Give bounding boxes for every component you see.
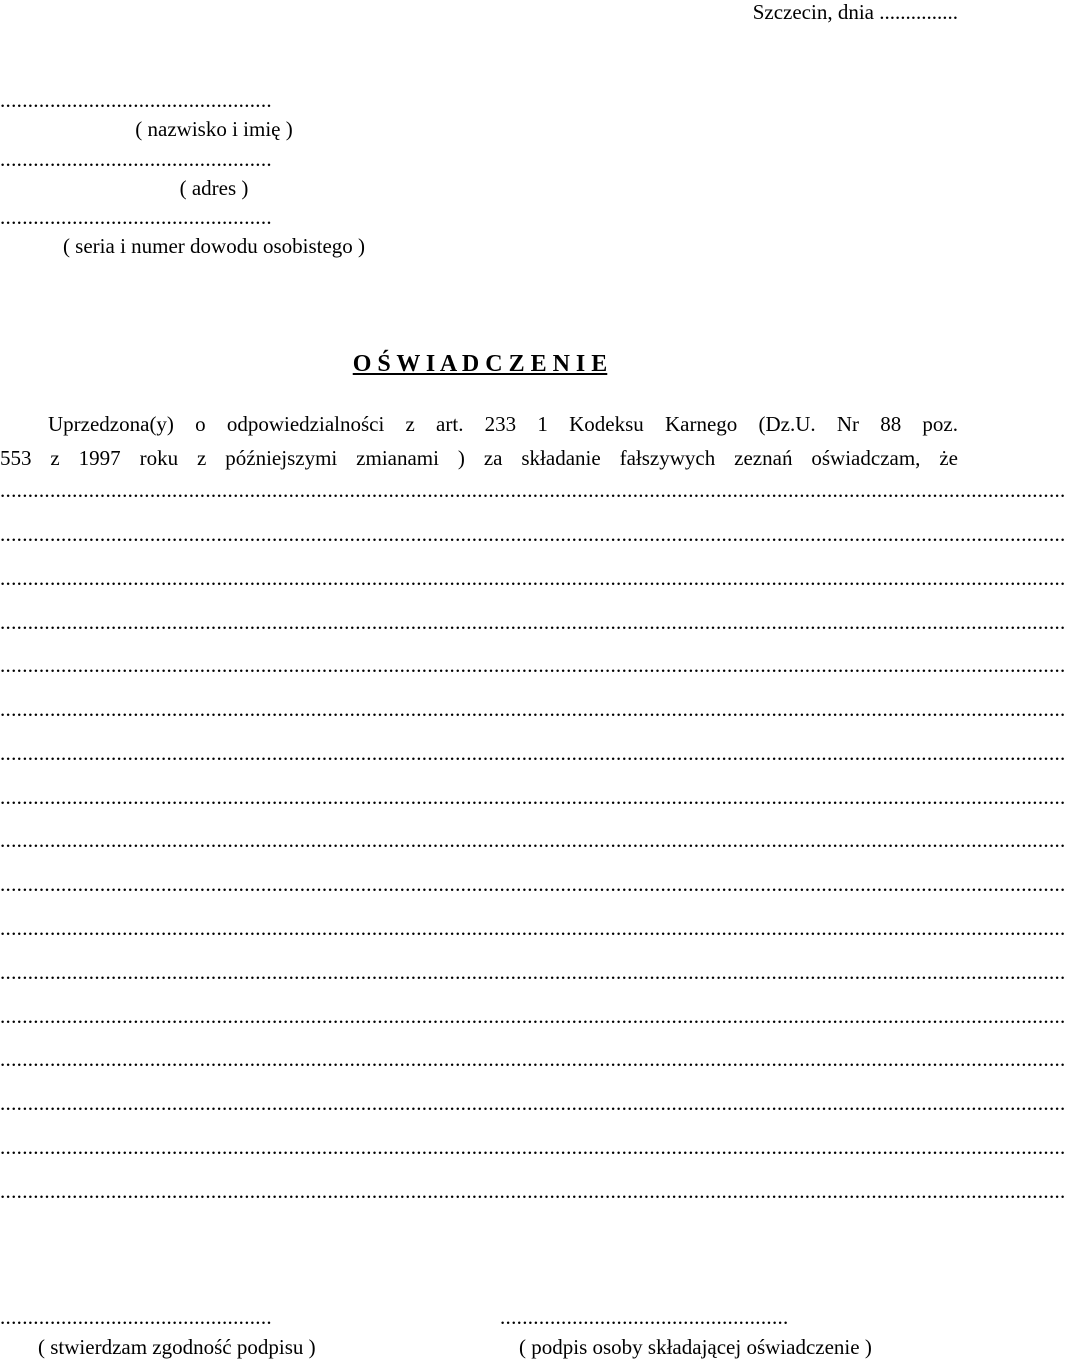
place-date: Szczecin, dnia ............... <box>752 0 958 24</box>
declarant-signature-label: ( podpis osoby składającej oświadczenie ) <box>519 1335 872 1359</box>
statement-fill-line: ................................................................................................................................................................................................ <box>0 1091 1066 1115</box>
statement-fill-line: ................................................................................................................................................................................................ <box>0 960 1066 984</box>
name-label: ( nazwisko i imię ) <box>135 117 293 141</box>
statement-fill-line: ................................................................................................................................................................................................ <box>0 1179 1066 1203</box>
name-fill-line: ................................................. <box>0 88 272 112</box>
statement-fill-line: ................................................................................................................................................................................................ <box>0 566 1066 590</box>
statement-fill-line: ................................................................................................................................................................................................ <box>0 478 1066 502</box>
statement-fill-line: ................................................................................................................................................................................................ <box>0 653 1066 677</box>
statement-fill-line: ................................................................................................................................................................................................ <box>0 522 1066 546</box>
document-title <box>0 350 960 378</box>
statement-fill-line: ................................................................................................................................................................................................ <box>0 785 1066 809</box>
id-label: ( seria i numer dowodu osobistego ) <box>62 234 366 258</box>
verification-signature-line: ................................................. <box>0 1305 272 1329</box>
statement-fill-line: ................................................................................................................................................................................................ <box>0 1047 1066 1071</box>
statement-line-1: Uprzedzona(y) o odpowiedzialności z art. 233 1 Kodeksu Karnego (Dz.U. Nr 88 poz. <box>48 412 958 436</box>
statement-fill-line: ................................................................................................................................................................................................ <box>0 828 1066 852</box>
address-label: ( adres ) <box>179 176 249 200</box>
declarant-signature-line: .................................................... <box>500 1305 789 1329</box>
statement-fill-line: ................................................................................................................................................................................................ <box>0 697 1066 721</box>
statement-fill-line: ................................................................................................................................................................................................ <box>0 610 1066 634</box>
statement-line-2: 553 z 1997 roku z późniejszymi zmianami ) za składanie fałszywych zeznań oświadczam, że <box>0 446 958 470</box>
statement-fill-line: ................................................................................................................................................................................................ <box>0 741 1066 765</box>
statement-fill-line: ................................................................................................................................................................................................ <box>0 872 1066 896</box>
statement-fill-line: ................................................................................................................................................................................................ <box>0 916 1066 940</box>
address-fill-line: ................................................. <box>0 147 272 171</box>
statement-fill-line: ................................................................................................................................................................................................ <box>0 1135 1066 1159</box>
document-title-text: O Ś W I A D C Z E N I E <box>352 351 608 377</box>
statement-fill-line: ................................................................................................................................................................................................ <box>0 1004 1066 1028</box>
verification-signature-label: ( stwierdzam zgodność podpisu ) <box>38 1335 316 1359</box>
id-fill-line: ................................................. <box>0 205 272 229</box>
